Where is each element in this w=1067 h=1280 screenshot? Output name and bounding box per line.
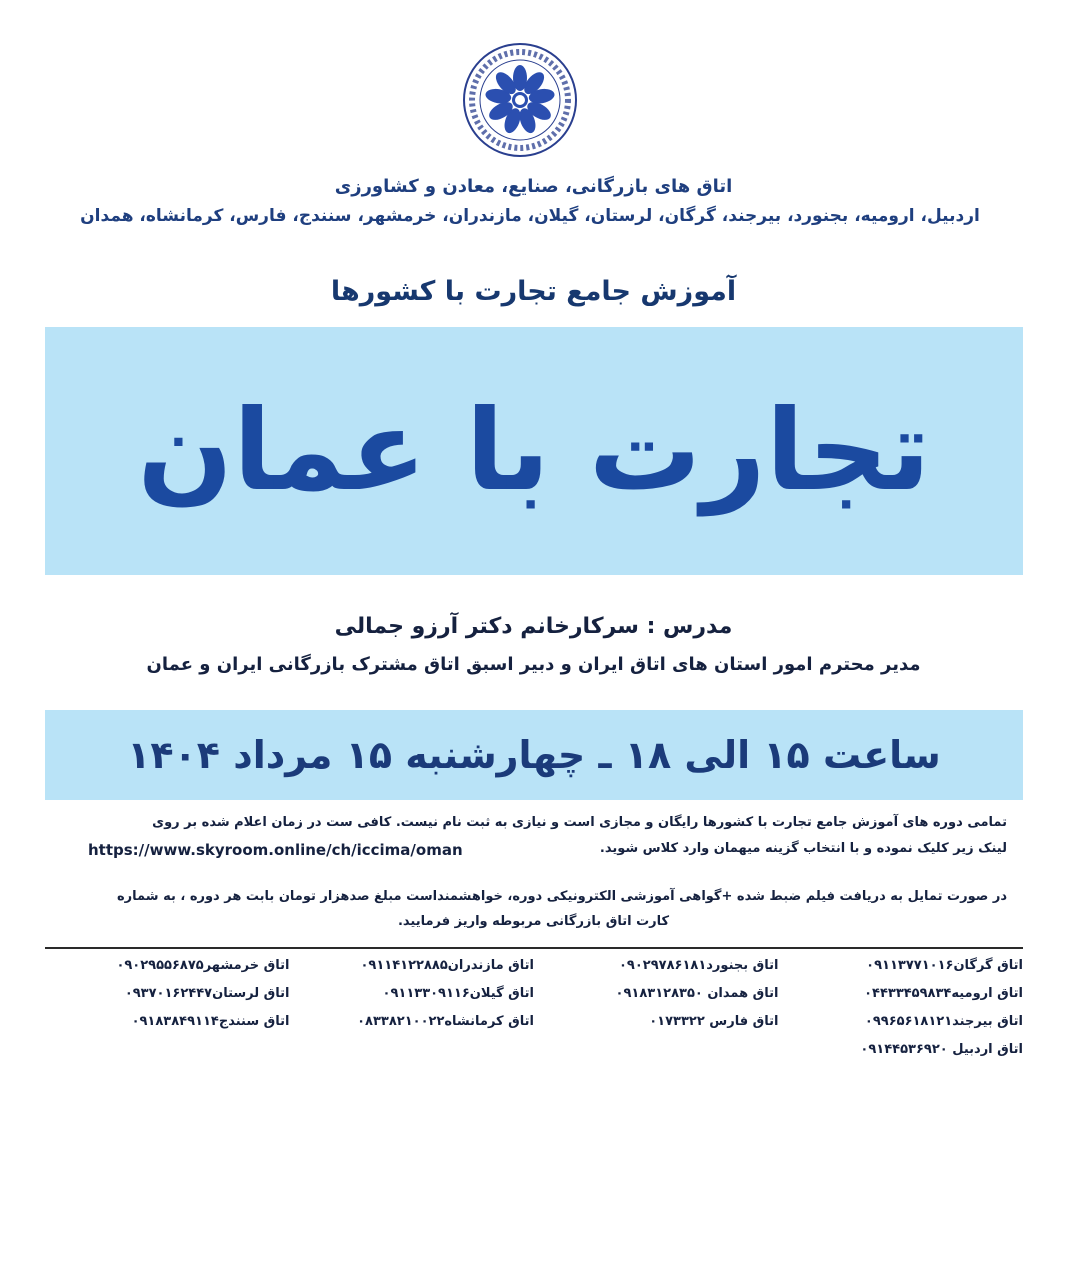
contact-item: اتاق گرگان۰۹۱۱۳۷۷۱۰۱۶	[866, 958, 1023, 973]
contact-item: اتاق اردبیل ۰۹۱۴۴۵۳۶۹۲۰	[860, 1042, 1023, 1057]
contact-item: اتاق مازندران۰۹۱۱۴۱۲۲۸۸۵	[360, 958, 534, 973]
contact-item: اتاق سنندج۰۹۱۸۳۸۴۹۱۱۴	[131, 1014, 290, 1029]
contact-column	[534, 952, 779, 1064]
info-text-line1: تمامی دوره های آموزش جامع تجارت با کشورها رایگان و مجازی است و نیازی به ثبت نام نیست. کافی ست در زمان اعلام شده بر روی	[152, 815, 1007, 830]
contact-list	[45, 952, 1023, 1064]
instructor-name: مدرس : سرکارخانم دکتر آرزو جمالی	[334, 614, 733, 639]
contact-item: اتاق خرمشهر۰۹۰۲۹۵۵۶۸۷۵	[116, 958, 290, 973]
chamber-logo	[460, 40, 580, 160]
chamber-cities: اردبیل، ارومیه، بجنورد، بیرجند، گرگان، لرستان، گیلان، مازندران، خرمشهر، سنندج، فارس، کرمانشاه، همدان	[80, 206, 980, 226]
contact-column	[779, 952, 1024, 1064]
payment-text-line2: کارت اتاق بازرگانی مربوطه واریز فرمایید.	[397, 914, 670, 929]
schedule-text: ساعت ۱۵ الی ۱۸ ـ چهارشنبه ۱۵ مرداد ۱۴۰۴	[127, 733, 941, 777]
contact-item: اتاق همدان ۰۹۱۸۳۱۲۸۳۵۰	[615, 986, 779, 1001]
instructor-role: مدیر محترم امور استان های اتاق ایران و دبیر اسبق اتاق مشترک بازرگانی ایران و عمان	[146, 654, 921, 675]
main-title: تجارت با عمان	[137, 386, 931, 516]
contact-column	[290, 952, 535, 1064]
course-title: آموزش جامع تجارت با کشورها	[330, 276, 737, 307]
divider	[45, 947, 1023, 949]
contact-item: اتاق کرمانشاه۰۸۳۳۸۲۱۰۰۲۲	[357, 1014, 534, 1029]
chamber-name: اتاق های بازرگانی، صنایع، معادن و کشاورزی	[334, 176, 733, 197]
contact-column	[45, 952, 290, 1064]
contact-item: اتاق فارس ۰۱۷۳۳۲۲	[649, 1014, 779, 1029]
schedule-banner	[45, 710, 1023, 800]
contact-item: اتاق بجنورد۰۹۰۲۹۷۸۶۱۸۱	[618, 958, 779, 973]
info-text-line2: لینک زیر کلیک نموده و با انتخاب گزینه میهمان وارد کلاس شوید.	[599, 841, 1007, 856]
contact-item: اتاق لرستان۰۹۳۷۰۱۶۲۴۴۷	[124, 986, 290, 1001]
contact-item: اتاق گیلان۰۹۱۱۳۳۰۹۱۱۶	[382, 986, 534, 1001]
contact-item: اتاق بیرجند۰۹۹۶۵۶۱۸۱۲۱	[864, 1014, 1023, 1029]
class-link[interactable]: https://www.skyroom.online/ch/iccima/oman	[88, 841, 463, 859]
main-title-banner	[45, 327, 1023, 575]
payment-text-line1: در صورت تمایل به دریافت فیلم ضبط شده +گواهی آموزشی الکترونیکی دوره، خواهشمنداست مبلغ صدهزار تومان بابت هر دوره ، به شماره	[117, 889, 1007, 904]
contact-item: اتاق ارومیه۰۴۴۳۳۴۵۹۸۳۴	[864, 986, 1023, 1001]
